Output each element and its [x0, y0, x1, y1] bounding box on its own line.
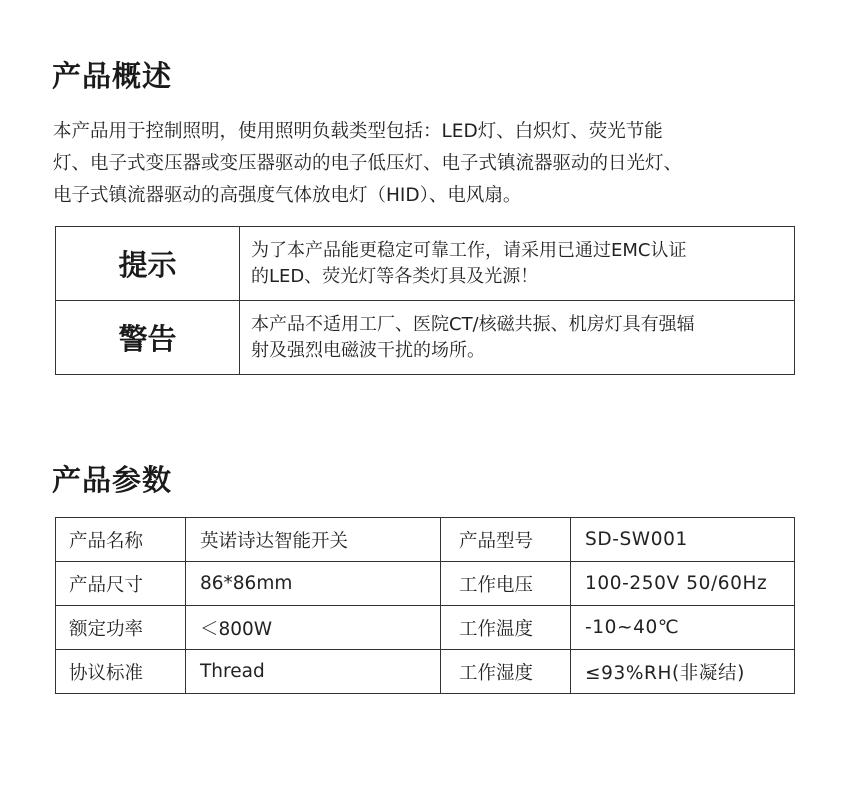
spec-value: ≤93%RH(非凝结)	[571, 650, 795, 694]
overview-description	[53, 116, 793, 212]
overview-heading: 产品概述	[52, 59, 173, 93]
spec-value: Thread	[186, 650, 441, 694]
spec-table	[55, 517, 795, 694]
description-line: 灯、电子式变压器或变压器驱动的电子低压灯、电子式镇流器驱动的日光灯、	[53, 153, 683, 174]
tip-line: 为了本产品能更稳定可靠工作，请采用已通过EMC认证	[251, 239, 687, 261]
spec-row	[56, 562, 795, 606]
spec-row	[56, 650, 795, 694]
spec-key: 工作电压	[441, 562, 571, 606]
warning-text	[240, 301, 795, 375]
spec-key: 额定功率	[56, 606, 186, 650]
tip-text	[240, 227, 795, 301]
description-line: 电子式镇流器驱动的高强度气体放电灯（HID）、电风扇。	[53, 185, 522, 206]
spec-row	[56, 518, 795, 562]
tip-label: 提示	[56, 227, 240, 301]
warning-label: 警告	[56, 301, 240, 375]
spec-key: 产品型号	[441, 518, 571, 562]
notice-row-tip	[56, 227, 795, 301]
spec-key: 工作温度	[441, 606, 571, 650]
spec-key: 产品尺寸	[56, 562, 186, 606]
tip-line: 的LED、荧光灯等各类灯具及光源！	[251, 265, 539, 287]
notice-table	[55, 226, 795, 375]
warning-line: 射及强烈电磁波干扰的场所。	[251, 339, 485, 361]
spec-value: 100-250V 50/60Hz	[571, 562, 795, 606]
spec-value: SD-SW001	[571, 518, 795, 562]
spec-value: 86*86mm	[186, 562, 441, 606]
spec-value: ＜800W	[186, 606, 441, 650]
spec-value: -10~40℃	[571, 606, 795, 650]
spec-key: 产品名称	[56, 518, 186, 562]
spec-key: 协议标准	[56, 650, 186, 694]
description-line: 本产品用于控制照明，使用照明负载类型包括：LED灯、白炽灯、荧光节能	[53, 121, 663, 142]
notice-row-warning	[56, 301, 795, 375]
params-heading: 产品参数	[52, 463, 173, 497]
spec-key: 工作湿度	[441, 650, 571, 694]
warning-line: 本产品不适用工厂、医院CT/核磁共振、机房灯具有强辐	[251, 313, 695, 335]
spec-row	[56, 606, 795, 650]
spec-value: 英诺诗达智能开关	[186, 518, 441, 562]
